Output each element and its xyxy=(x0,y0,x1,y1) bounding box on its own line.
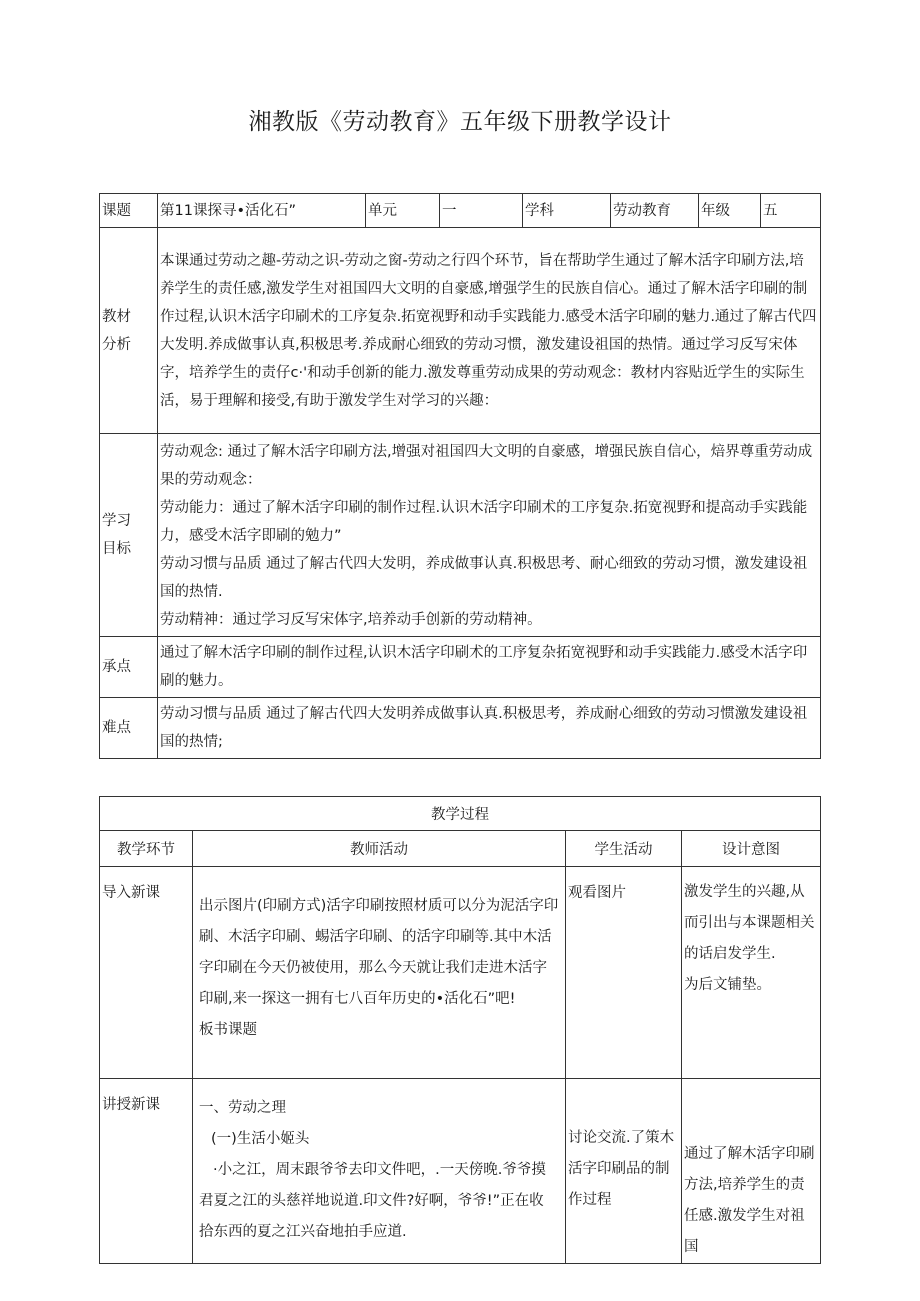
lesson-label: 课题 xyxy=(100,194,158,228)
analysis-text: 本课通过劳动之趣-劳动之识-劳动之窗-劳动之行四个环节，旨在帮助学生通过了解木活字印刷方法,培养学生的责任感,激发学生对祖国四大文明的自豪感,增强学生的民族自信心。通过了解木活字印刷的制作过程,认识木活字印刷术的工序复杂.拓宽视野和动手实践能力.感受木活字印刷的魅力.通过了解古代四大发明.养成做事认真,积极思考.养成耐心细致的劳动习惯，激发建设祖国的热情。通过学习反写宋体字，培养学生的责仔c·'和动手创新的能力.激发尊重劳动成果的劳动观念：教材内容贴近学生的实际生活，易于理解和接受,有助于激发学生对学习的兴趣： xyxy=(158,228,821,434)
lesson-info-table xyxy=(99,193,821,759)
lecture-student: 讨论交流.了策木活字印刷品的制作过程 xyxy=(566,1079,682,1264)
header-teacher: 教师活动 xyxy=(193,831,566,867)
intro-intent: 激发学生的兴趣,从而引出与本课题相关的话启发学生. 为后文铺垫。 xyxy=(682,867,821,1079)
lecture-teacher xyxy=(193,1079,566,1264)
subject-label: 学科 xyxy=(523,194,611,228)
objectives-list xyxy=(158,434,821,637)
page-title: 湘教版《劳动教育》五年级下册教学设计 xyxy=(248,109,672,135)
grade-label: 年级 xyxy=(699,194,761,228)
lecture-heading: 一、劳动之理 xyxy=(199,1100,286,1116)
key-point-row xyxy=(100,637,821,698)
lesson-value: 第11课探寻•活化石” xyxy=(158,194,366,228)
intro-stage: 导入新课 xyxy=(100,867,193,1079)
process-title-row xyxy=(100,797,821,831)
objective-item: 劳动精神：通过学习反写宋体字,培养动手创新的劳动精神。 xyxy=(160,612,542,628)
header-student: 学生活动 xyxy=(566,831,682,867)
teaching-process-table xyxy=(99,796,821,1264)
difficulty-label: 难点 xyxy=(100,698,158,759)
lecture-row xyxy=(100,1079,821,1264)
process-header-row xyxy=(100,831,821,867)
process-title: 教学过程 xyxy=(100,797,821,831)
intro-row xyxy=(100,867,821,1079)
intro-teacher: 出示图片(印刷方式)活字印刷按照材质可以分为泥活字印刷、木活字印刷、蜴活字印刷、的活字印刷等.其中木活字印刷在今天仍被使用，那么今天就让我们走进木活字印刷,来一探这一拥有七八百年历史的•活化石”吧! 板书课题 xyxy=(193,867,566,1079)
unit-value: 一 xyxy=(440,194,523,228)
difficulty-text: 劳动习惯与品质 通过了解古代四大发明养成做事认真.积极思考，养成耐心细致的劳动习惯激发建设祖国的热情; xyxy=(158,698,821,759)
intro-student: 观看图片 xyxy=(566,867,682,1079)
analysis-row xyxy=(100,228,821,434)
objective-item: 劳动习惯与品质 通过了解古代四大发明，养成做事认真.积极思考、耐心细致的劳动习惯，激发建设祖国的热情. xyxy=(160,556,808,600)
header-stage: 教学环节 xyxy=(100,831,193,867)
objective-item: 劳动观念: 通过了解木活字印刷方法,增强对祖国四大文明的自豪感，增强民族自信心，焙界尊重劳动成果的劳动观念： xyxy=(160,444,813,488)
key-point-label: 承点 xyxy=(100,637,158,698)
difficulty-row xyxy=(100,698,821,759)
grade-value: 五 xyxy=(761,194,821,228)
objectives-row xyxy=(100,434,821,637)
info-row xyxy=(100,194,821,228)
lecture-body: ·小之江，周末跟爷爷去印文件吧，.一天傍晚.爷爷摸君夏之江的头慈祥地说道.印文件?好啊，爷爷!”正在收拾东西的夏之江兴奋地拍手应道. xyxy=(199,1162,546,1240)
key-point-text: 通过了解木活字印刷的制作过程,认识木活字印刷术的工序复杂拓宽视野和动手实践能力.感受木活字印刷的魅力。 xyxy=(158,637,821,698)
objective-item: 劳动能力：通过了解木活字印刷的制作过程.认识木活字印刷术的工序复杂.拓宽视野和提高动手实践能力，感受木活字即刷的勉力” xyxy=(160,500,808,544)
analysis-label: 教材 分析 xyxy=(100,228,158,434)
lecture-intent: 通过了解木活字印刷方法,培养学生的责任感.激发学生对祖国 xyxy=(682,1079,821,1264)
lecture-subheading: (一)生活小姬头 xyxy=(211,1131,310,1147)
objectives-label: 学习 目标 xyxy=(100,434,158,637)
header-intent: 设计意图 xyxy=(682,831,821,867)
subject-value: 劳动教育 xyxy=(611,194,699,228)
unit-label: 单元 xyxy=(366,194,440,228)
lecture-stage: 讲授新课 xyxy=(100,1079,193,1264)
